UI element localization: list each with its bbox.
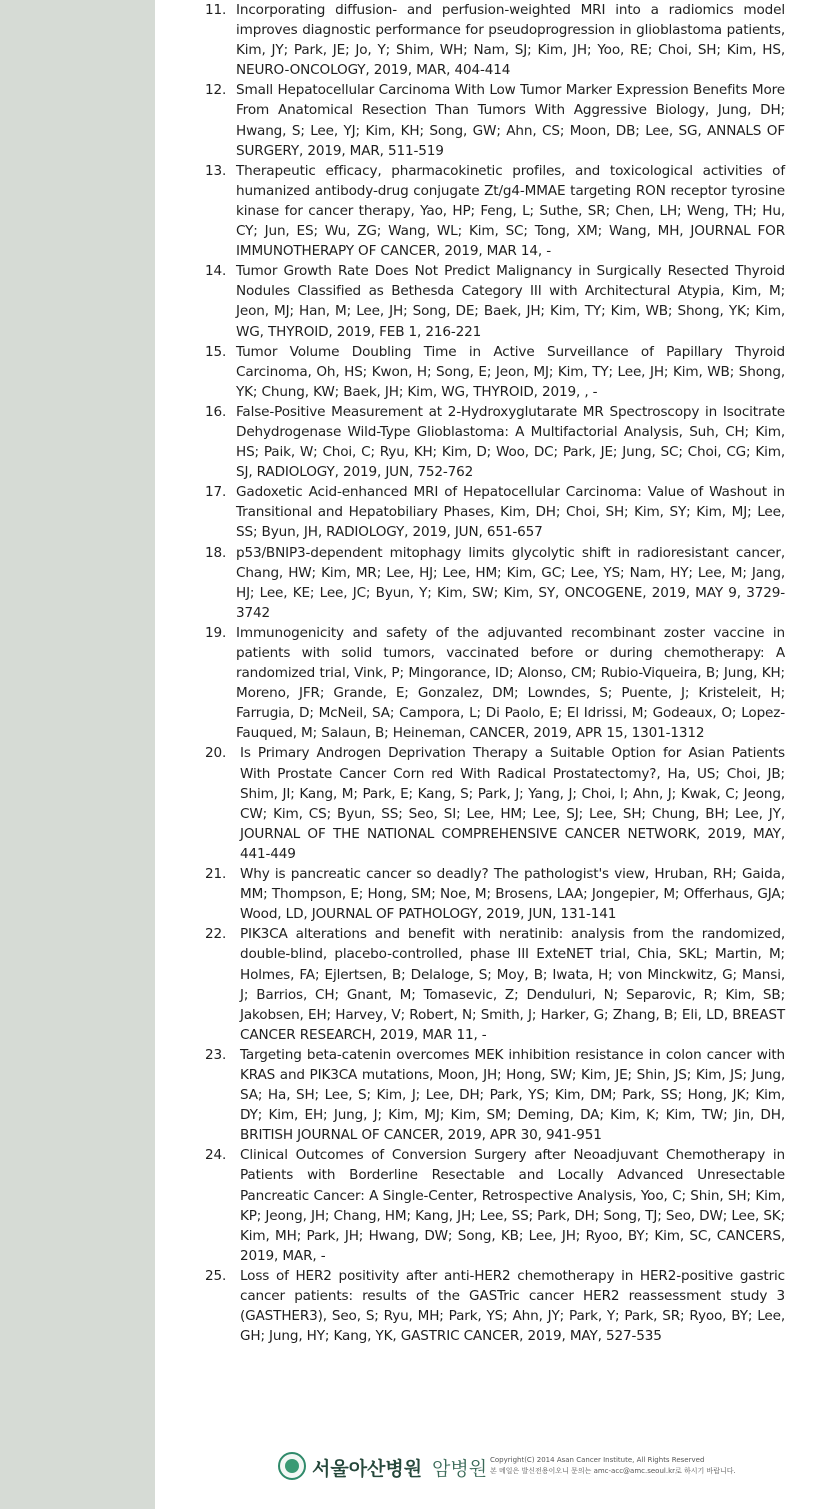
left-sidebar-panel xyxy=(0,0,155,1509)
reference-number: 24. xyxy=(205,1147,227,1164)
notice-text: 본 메일은 발신전용이오니 문의는 amc-acc@amc.seoul.kr로 하시기 바랍니다. xyxy=(490,1467,736,1475)
brand-name: 서울아산병원 xyxy=(312,1458,423,1480)
reference-item xyxy=(205,623,785,744)
reference-text: Immunogenicity and safety of the adjuvanted recombinant zoster vaccine in patients with solid tumors, vaccinated before or during chemotherapy: A randomized trial, Vink, P; Mingorance, ID; Alonso, CM; Rubio-Viqueira, B; Jung, KH; Moreno, JFR; Grande, E; Gonzalez, DM; Lowndes, S; Puente, J; Kristeleit, H; Farrugia, D; McNeil, SA; Campora, L; Di Paolo, E; El Idrissi, M; Godeaux, O; Lopez-Fauqued, M; Salaun, B; Heineman, CANCER, 2019, APR 15, 1301-1312 xyxy=(236,624,785,742)
reference-number: 20. xyxy=(205,745,227,762)
reference-number: 25. xyxy=(205,1267,227,1284)
reference-text: Tumor Growth Rate Does Not Predict Malignancy in Surgically Resected Thyroid Nodules Classified as Bethesda Category III with Architectural Atypia, Kim, M; Jeon, MJ; Han, M; Lee, JH; Song, DE; Baek, JH; Kim, TY; Kim, WB; Shong, YK; Kim, WG, THYROID, 2019, FEB 1, 216-221 xyxy=(236,263,785,340)
reference-item xyxy=(205,0,785,80)
brand-sub-name: 암병원 xyxy=(432,1458,488,1480)
reference-text: Small Hepatocellular Carcinoma With Low Tumor Marker Expression Benefits More From Anatomical Resection Than Tumors With Aggressive Biology, Jung, DH; Hwang, S; Lee, YJ; Kim, KH; Song, GW; Ahn, CS; Moon, DB; Lee, SG, ANNALS OF SURGERY, 2019, MAR, 511-519 xyxy=(236,82,785,159)
reference-item xyxy=(205,161,785,261)
reference-number: 19. xyxy=(205,624,227,641)
reference-number: 14. xyxy=(205,263,227,280)
reference-number: 12. xyxy=(205,82,227,99)
reference-item xyxy=(205,924,785,1045)
footer-copyright-block xyxy=(490,1455,736,1477)
reference-number: 17. xyxy=(205,484,227,501)
reference-text: Targeting beta-catenin overcomes MEK inhibition resistance in colon cancer with KRAS and PIK3CA mutations, Moon, JH; Hong, SW; Kim, JE; Shin, JS; Kim, JS; Jung, SA; Ha, SH; Lee, S; Kim, J; Lee, DH; Park, YS; Kim, DM; Park, SS; Hong, JK; Kim, DY; Kim, EH; Jung, J; Kim, MJ; Kim, SM; Deming, DA; Kim, K; Kim, TW; Jin, DH, BRITISH JOURNAL OF CANCER, 2019, APR 30, 941-951 xyxy=(240,1046,785,1144)
asan-medical-center-emblem-icon xyxy=(278,1452,306,1480)
reference-number: 15. xyxy=(205,343,227,360)
reference-text: Incorporating diffusion- and perfusion-weighted MRI into a radiomics model improves diagnostic performance for pseudoprogression in glioblastoma patients, Kim, JY; Park, JE; Jo, Y; Shim, WH; Nam, SJ; Kim, JH; Yoo, RE; Choi, SH; Kim, HS, NEURO-ONCOLOGY, 2019, MAR, 404-414 xyxy=(236,2,785,79)
reference-number: 13. xyxy=(205,162,227,179)
reference-item xyxy=(205,743,785,864)
reference-text: False-Positive Measurement at 2-Hydroxyglutarate MR Spectroscopy in Isocitrate Dehydrogenase Wild-Type Glioblastoma: A Multifactorial Analysis, Suh, CH; Kim, HS; Paik, W; Choi, C; Ryu, KH; Kim, D; Woo, DC; Park, JE; Jung, SC; Choi, CG; Kim, SJ, RADIOLOGY, 2019, JUN, 752-762 xyxy=(236,403,785,481)
reference-item xyxy=(205,1045,785,1145)
reference-number: 21. xyxy=(205,866,227,883)
reference-item xyxy=(205,482,785,542)
reference-item xyxy=(205,261,785,341)
reference-text: Gadoxetic Acid-enhanced MRI of Hepatocellular Carcinoma: Value of Washout in Transitional and Hepatobiliary Phases, Kim, DH; Choi, SH; Kim, SY; Kim, MJ; Lee, SS; Byun, JH, RADIOLOGY, 2019, JUN, 651-657 xyxy=(236,484,785,541)
reference-list-container xyxy=(205,0,785,1346)
reference-item xyxy=(205,1266,785,1346)
reference-item xyxy=(205,1145,785,1266)
reference-number: 18. xyxy=(205,544,227,561)
reference-number: 22. xyxy=(205,926,227,943)
reference-text: Loss of HER2 positivity after anti-HER2 chemotherapy in HER2-positive gastric cancer patients: results of the GASTric cancer HER2 reassessment study 3 (GASTHER3), Seo, S; Ryu, MH; Park, YS; Ahn, JY; Park, Y; Park, SR; Ryoo, BY; Lee, GH; Jung, HY; Kang, YK, GASTRIC CANCER, 2019, MAY, 527-535 xyxy=(240,1267,785,1345)
reference-text: Tumor Volume Doubling Time in Active Surveillance of Papillary Thyroid Carcinoma, Oh, HS; Kwon, H; Song, E; Jeon, MJ; Kim, TY; Lee, JH; Kim, WB; Shong, YK; Chung, KW; Baek, JH; Kim, WG, THYROID, 2019, , - xyxy=(236,343,785,400)
reference-text: Why is pancreatic cancer so deadly? The pathologist's view, Hruban, RH; Gaida, MM; Thompson, E; Hong, SM; Noe, M; Brosens, LAA; Jongepier, M; Offerhaus, GJA; Wood, LD, JOURNAL OF PATHOLOGY, 2019, JUN, 131-141 xyxy=(240,866,785,923)
reference-item xyxy=(205,342,785,402)
reference-text: p53/BNIP3-dependent mitophagy limits glycolytic shift in radioresistant cancer, Chang, HW; Kim, MR; Lee, HJ; Lee, HM; Kim, GC; Lee, YS; Nam, HY; Lee, M; Jang, HJ; Lee, KE; Lee, JC; Byun, Y; Kim, SW; Kim, SY, ONCOGENE, 2019, MAY 9, 3729-3742 xyxy=(236,544,785,621)
reference-text: Clinical Outcomes of Conversion Surgery after Neoadjuvant Chemotherapy in Patients with Borderline Resectable and Locally Advanced Unresectable Pancreatic Cancer: A Single-Center, Retrospective Analysis, Yoo, C; Shin, SH; Kim, KP; Jeong, JH; Chang, HM; Kang, JH; Lee, SS; Park, DH; Song, TJ; Seo, DW; Lee, SK; Kim, MH; Park, JH; Hwang, DW; Song, KB; Lee, JH; Ryoo, BY; Kim, SC, CANCERS, 2019, MAR, - xyxy=(240,1147,785,1264)
reference-item xyxy=(205,543,785,623)
reference-text: Therapeutic efficacy, pharmacokinetic profiles, and toxicological activities of humanized antibody-drug conjugate Zt/g4-MMAE targeting RON receptor tyrosine kinase for cancer therapy, Yao, HP; Feng, L; Suthe, SR; Chen, LH; Weng, TH; Hu, CY; Jun, ES; Wu, ZG; Wang, WL; Kim, SC; Tong, XM; Wang, MH, JOURNAL FOR IMMUNOTHERAPY OF CANCER, 2019, MAR 14, - xyxy=(236,162,785,260)
reference-item xyxy=(205,80,785,160)
reference-number: 11. xyxy=(205,2,227,18)
reference-item xyxy=(205,402,785,482)
footer xyxy=(278,1450,778,1486)
reference-list xyxy=(205,0,785,1346)
reference-text: Is Primary Androgen Deprivation Therapy a Suitable Option for Asian Patients With Prostate Cancer Corn red With Radical Prostatectomy?, Ha, US; Choi, JB; Shim, JI; Kang, M; Park, E; Kang, S; Park, J; Yang, J; Choi, I; Ahn, J; Kwak, C; Jeong, CW; Kim, CS; Byun, SS; Seo, SI; Lee, HM; Lee, SJ; Lee, SH; Chung, BH; Lee, JY, JOURNAL OF THE NATIONAL COMPREHENSIVE CANCER NETWORK, 2019, MAY, 441-449 xyxy=(240,745,785,862)
reference-number: 16. xyxy=(205,403,227,420)
reference-number: 23. xyxy=(205,1046,227,1063)
copyright-text: Copyright(C) 2014 Asan Cancer Institute, All Rights Reserved xyxy=(490,1456,705,1464)
reference-text: PIK3CA alterations and benefit with neratinib: analysis from the randomized, double-blind, placebo-controlled, phase III ExteNET trial, Chia, SKL; Martin, M; Holmes, FA; Ejlertsen, B; Delaloge, S; Moy, B; Iwata, H; von Minckwitz, G; Mansi, J; Barrios, CH; Gnant, M; Tomasevic, Z; Denduluri, N; Separovic, R; Kim, SB; Jakobsen, EH; Harvey, V; Robert, N; Smith, J; Harker, G; Zhang, B; Eli, LD, BREAST CANCER RESEARCH, 2019, MAR 11, - xyxy=(240,926,785,1043)
reference-item xyxy=(205,864,785,924)
